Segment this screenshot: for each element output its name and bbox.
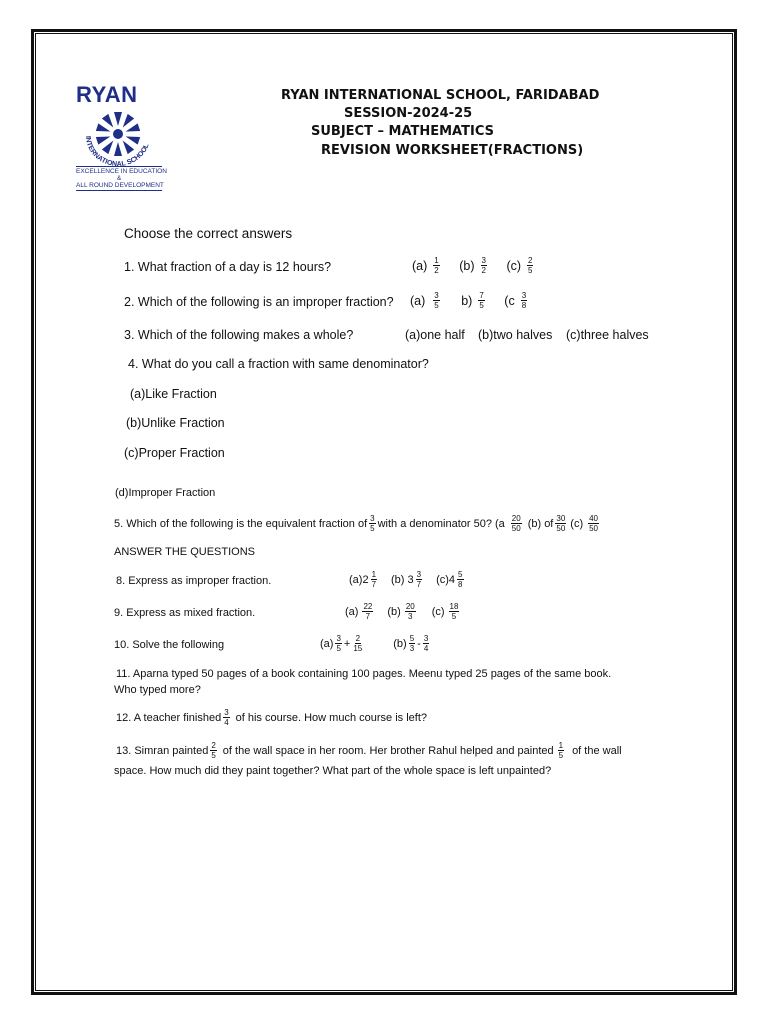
option-c: (c) $\frac{2}{5}$ [506,256,533,275]
question-4-option-c: (c)Proper Fraction [124,446,225,460]
question-13-line-2: space. How much did they paint together? What part of the whole space is left unpainted? [114,765,552,777]
logo-tagline: EXCELLENCE IN EDUCATION & ALL ROUND DEVELOPMENT [76,168,167,189]
question-11-line-2: Who typed more? [114,684,201,696]
question-8-options: (a)2 $\frac{1}{7}$ (b) 3 $\frac{3}{7}$ (c)4 $\frac{5}{8}$ [349,570,463,589]
logo-wordmark: RYAN [76,82,138,107]
question-3-option-b: (b)two halves [478,328,553,342]
question-4-option-a: (a)Like Fraction [130,387,217,401]
section-heading-answer: ANSWER THE QUESTIONS [114,546,255,558]
question-10-options: (a) $\frac{3}{5}$ + $\frac{2}{15}$ (b) $\frac{5}{3}$ - $\frac{3}{4}$ [320,634,429,653]
question-10: 10. Solve the following [114,639,225,651]
question-4-option-b: (b)Unlike Fraction [126,416,225,430]
worksheet-title: REVISION WORKSHEET(FRACTIONS) [321,143,584,158]
option-b: (b) $\frac{3}{2}$ [459,256,486,275]
section-heading-choose: Choose the correct answers [124,226,293,241]
question-13-line-1: 13. Simran painted $\frac{2}{5}$ of the wall space in her room. Her brother Rahul helped and painted $\frac{1}{5}$ of the wall [116,741,622,760]
question-1: 1. What fraction of a day is 12 hours? [124,260,332,274]
option-a: (a) $\frac{1}{2}$ [412,256,439,275]
logo-ring-text: INTERNATIONAL SCHOOL [83,135,151,166]
question-2-options [410,291,529,310]
option-a: (a) $\frac{3}{5}$ [410,291,439,310]
question-5: 5. Which of the following is the equivalent fraction of $\frac{3}{5}$ with a denominator 50? (a $\frac{20}{50}$ (b) of $\frac{30}{50}$ (c) $\frac{40}{50}$ [114,514,599,533]
question-2: 2. Which of the following is an improper fraction? [124,295,394,309]
question-9: 9. Express as mixed fraction. [114,607,256,619]
subject: SUBJECT – MATHEMATICS [311,124,494,139]
question-11-line-1: 11. Aparna typed 50 pages of a book containing 100 pages. Meenu typed 25 pages of the same book. [116,668,612,680]
question-12: 12. A teacher finished $\frac{3}{4}$ of his course. How much course is left? [116,708,427,727]
school-name: RYAN INTERNATIONAL SCHOOL, FARIDABAD [281,88,600,103]
question-4-option-d: (d)Improper Fraction [115,487,216,499]
question-3: 3. Which of the following makes a whole? [124,328,354,342]
question-1-options [412,256,535,275]
question-8: 8. Express as improper fraction. [116,575,272,587]
question-4: 4. What do you call a fraction with same denominator? [128,357,429,371]
session: SESSION-2024-25 [344,106,473,121]
question-3-option-c: (c)three halves [566,328,649,342]
option-c: (c $\frac{3}{8}$ [504,291,527,310]
question-9-options: (a) $\frac{22}{7}$ (b) $\frac{20}{3}$ (c) $\frac{18}{5}$ [345,602,459,621]
option-b: b) $\frac{7}{5}$ [461,291,484,310]
logo-emblem-icon [72,104,164,166]
question-3-option-a: (a)one half [405,328,465,342]
